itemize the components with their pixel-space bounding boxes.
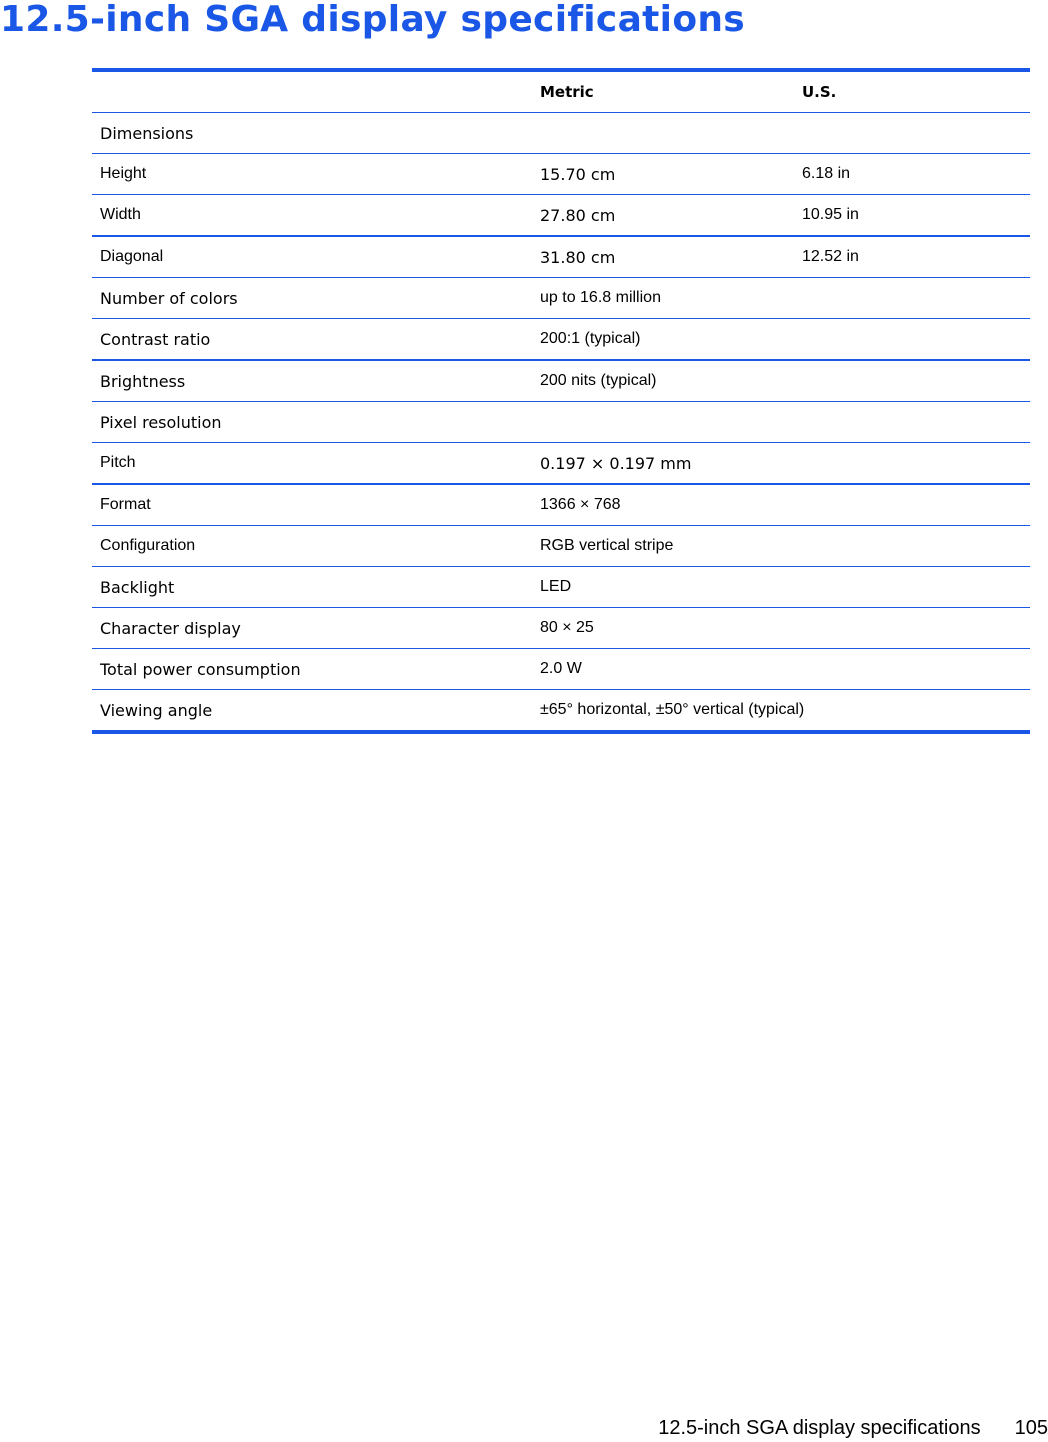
row-metric: LED: [532, 567, 794, 608]
table-row: [92, 526, 1030, 567]
header-label: [92, 70, 532, 113]
header-metric: Metric: [532, 70, 794, 113]
row-metric: 15.70 cm: [532, 154, 794, 195]
row-label: Width: [92, 195, 532, 237]
table-row: [92, 236, 1030, 278]
row-metric: 200 nits (typical): [532, 360, 794, 402]
row-label: Character display: [92, 608, 532, 649]
table-row: [92, 278, 1030, 319]
row-us: 6.18 in: [794, 154, 1030, 195]
row-us: [794, 319, 1030, 361]
row-label: Viewing angle: [100, 700, 213, 720]
row-us: [794, 443, 1030, 485]
table-row: [92, 113, 1030, 154]
row-label: Brightness: [92, 360, 532, 402]
row-metric: 200:1 (typical): [532, 319, 794, 361]
table-row: [92, 443, 1030, 485]
page-number: 105: [1014, 1417, 1048, 1439]
footer-section-title: 12.5-inch SGA display specifications: [658, 1417, 981, 1439]
row-metric: ±65° horizontal, ±50° vertical (typical): [540, 701, 805, 718]
row-us: [794, 278, 1030, 319]
row-metric: RGB vertical stripe: [532, 526, 794, 567]
row-label: Pitch: [92, 443, 532, 485]
row-label: Dimensions: [92, 113, 532, 154]
row-metric: [532, 402, 794, 443]
row-us: [794, 484, 1030, 526]
page-title: 12.5-inch SGA display specifications: [0, 0, 746, 40]
row-label: Format: [92, 484, 532, 526]
table-row: [92, 608, 1030, 649]
row-us: [794, 360, 1030, 402]
row-us: [794, 567, 1030, 608]
row-label: Backlight: [92, 567, 532, 608]
table-row: [92, 319, 1030, 361]
row-metric: [532, 113, 794, 154]
table-row: [92, 567, 1030, 608]
row-metric: 80 × 25: [532, 608, 794, 649]
row-metric: 2.0 W: [532, 649, 794, 690]
table-row: [92, 154, 1030, 195]
row-label: Contrast ratio: [92, 319, 532, 361]
row-metric: 1366 × 768: [532, 484, 794, 526]
row-label: Total power consumption: [92, 649, 532, 690]
table-row: [92, 195, 1030, 237]
table-row: [92, 690, 1030, 733]
row-metric: 0.197 × 0.197 mm: [532, 443, 794, 485]
row-label: Number of colors: [92, 278, 532, 319]
row-us: [794, 402, 1030, 443]
table-row: [92, 360, 1030, 402]
row-label: Height: [92, 154, 532, 195]
table-row: [92, 484, 1030, 526]
table-row: [92, 402, 1030, 443]
row-us: [794, 113, 1030, 154]
row-us: 10.95 in: [794, 195, 1030, 237]
row-label: Configuration: [92, 526, 532, 567]
row-metric: 31.80 cm: [532, 236, 794, 278]
row-us: [794, 526, 1030, 567]
page-footer: [658, 1414, 1048, 1442]
spec-table: [92, 68, 1030, 734]
row-us: [794, 690, 1030, 733]
row-us: [794, 608, 1030, 649]
row-metric: 27.80 cm: [532, 195, 794, 237]
table-header-row: [92, 70, 1030, 113]
row-label: Diagonal: [92, 236, 532, 278]
row-metric: up to 16.8 million: [532, 278, 794, 319]
row-label: Pixel resolution: [92, 402, 532, 443]
row-us: [794, 649, 1030, 690]
row-us: 12.52 in: [794, 236, 1030, 278]
table-row: [92, 649, 1030, 690]
header-us: U.S.: [794, 70, 1030, 113]
